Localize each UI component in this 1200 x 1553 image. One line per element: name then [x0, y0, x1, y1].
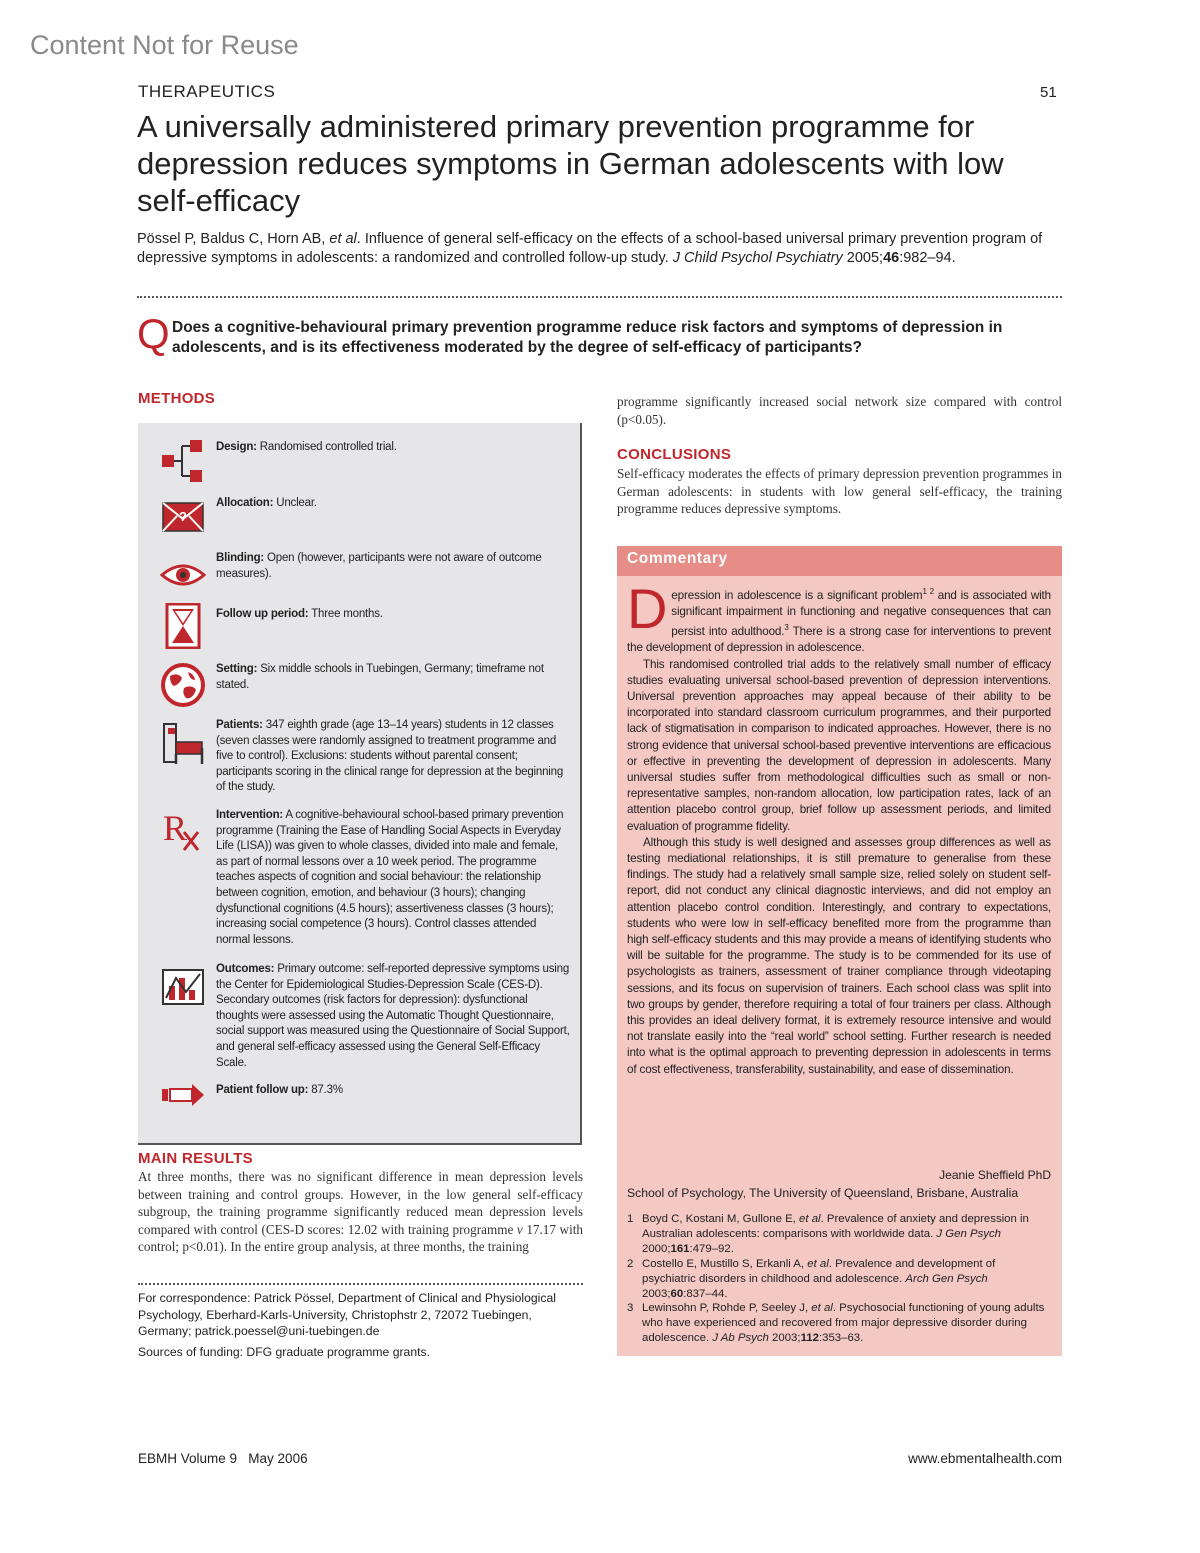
page-number: 51	[1040, 84, 1057, 101]
rx-icon	[160, 806, 206, 852]
commentary-paragraph-1: Depression in adolescence is a significant problem$^{1 2}$ and is associated with significant impairment in functioning and negative consequences that can persist into adulthood.$^3$ There is a strong case for interventions to prevent the development of depression in adolescence.	[627, 577, 1052, 655]
globe-icon	[160, 662, 206, 708]
citation-authors: Pössel P, Baldus C, Horn AB,	[137, 231, 326, 247]
citation-year: 2005;	[846, 249, 884, 266]
commentary-paragraph-2: This randomised controlled trial adds to the relatively small number of efficacy studies evaluating universal school-based prevention of depression interventions. Universal prevention approaches may appeal because of their ability to be incorporated into standard classroom curriculum programmes, and their purported lack of stigmatisation in comparison to indicated approaches. However, there is no strong evidence that universal school-based preventive interventions are efficacious or effective in preventing the development of depression in adolescents. Many universal studies suffer from methodological difficulties such as small or non-representative samples, non-random allocation, low participation rates, lack of an attention placebo control group, brief follow up assessment periods, and limited evaluation of programme fidelity.	[627, 657, 1051, 833]
citation-journal: J Child Psychol Psychiatry	[672, 249, 843, 266]
commentary-body	[627, 577, 1052, 1078]
main-results-heading: MAIN RESULTS	[138, 1150, 253, 1167]
methods-patients: Patients: 347 eighth grade (age 13–14 years) students in 12 classes (seven classes were randomly assigned to treatment programme and five to control). Exclusions: students without parental consent; participants scoring in the clinical range for depression at the beginning of the study.	[216, 719, 564, 794]
arrow-right-icon	[160, 1080, 206, 1110]
citation-volume: 46	[883, 249, 900, 266]
watermark: Content Not for Reuse	[30, 30, 299, 60]
hourglass-icon	[160, 603, 206, 649]
commentary-paragraph-3: Although this study is well designed and assesses group differences as well as testing mediational relationships, it is still premature to generalise from these findings. The study had a relatively small sample size, relied solely on student self-report, did not conduct any clinical diagnostic interviews, and did not employ an attention placebo control condition. Interestingly, and contrary to expectations, students who were low in self-efficacy benefited more from the programme than high self-efficacy students and this may provide a means of identifying students who will be suitable for the programme. The study is to be commended for its use of psychologists as trainers, assessment of trainer compliance through videotaping sessions, and its focus on supervision of trainers. Each school class was split into two groups by gender, therefore requiring a total of four trainers per class. Although this provides an ideal delivery format, it is extremely resource intensive and would not translate easily into the “real world” school setting. Further research is needed into what is the optimal approach to preventing depression in adolescents in terms of cost effectiveness, transferability, sustainability, and ease of dissemination.	[627, 835, 1051, 1076]
conclusions-text: Self-efficacy moderates the effects of primary depression prevention programmes in German adolescents: in students with low general self-efficacy, the training programme reduces depressive symptoms.	[617, 466, 1062, 517]
citation-pages: :982–94.	[899, 249, 956, 266]
allocation-envelope-icon	[160, 494, 206, 540]
svg-text:?: ?	[179, 509, 187, 524]
correspondence-divider	[138, 1283, 583, 1285]
methods-intervention: Intervention: A cognitive-behavioural school-based primary prevention programme (Training the Ease of Handling Social Aspects in Everyday Life (LISA)) was given to whole classes, divided into male and female, as part of normal lessons over a 10 week period. The programme teaches aspects of cognition and social behaviour: the relationship between cognition, emotion, and behaviour (3 hours); changing dysfunctional cognitions (4.5 hours); assertiveness classes (3 hours); increasing social competence (3 hours). Control classes attended normal lessons.	[216, 809, 564, 946]
methods-heading: METHODS	[138, 390, 216, 407]
question-letter: Q	[137, 310, 170, 357]
methods-design: Design: Randomised controlled trial.	[216, 441, 397, 453]
methods-blinding: Blinding: Open (however, participants were not aware of outcome measures).	[216, 552, 542, 580]
section-label: THERAPEUTICS	[138, 82, 276, 101]
citation-etal: et al	[329, 231, 357, 247]
commentary-author: Jeanie Sheffield PhD	[939, 1168, 1051, 1182]
svg-text:R: R	[163, 808, 188, 848]
main-results-text: At three months, there was no significant difference in mean depression levels between training and control groups. However, in the low general self-efficacy subgroup, the training programme significantly reduced mean depression levels compared with control (CES-D scores: 12.02 with training programme v 17.17 with control; p<0.01). In the entire group analysis, at three months, the training	[138, 1169, 583, 1255]
citation	[137, 230, 1062, 267]
methods-patient-follow-up: Patient follow up: 87.3%	[216, 1084, 343, 1096]
question-text: Does a cognitive-behavioural primary prevention programme reduce risk factors and symptoms of depression in adolescents, and is its effectiveness moderated by the degree of self-efficacy of participants?	[172, 319, 1003, 356]
design-flowchart-icon	[160, 438, 206, 484]
correspondence: For correspondence: Patrick Pössel, Department of Clinical and Physiological Psychology, Eberhard-Karls-University, Christophstr 2, 72072 Tuebingen, Germany; patrick.poessel@uni-tuebingen.de	[138, 1291, 556, 1339]
blinding-eye-icon	[160, 552, 206, 598]
commentary-heading: Commentary	[627, 550, 728, 567]
methods-setting: Setting: Six middle schools in Tuebingen, Germany; timeframe not stated.	[216, 663, 544, 691]
footer-url[interactable]: www.ebmentalhealth.com	[908, 1451, 1062, 1466]
dropcap: D	[627, 577, 668, 640]
patient-bed-icon	[160, 720, 206, 766]
conclusions-heading: CONCLUSIONS	[617, 446, 732, 463]
footer-volume: EBMH Volume 9 May 2006	[138, 1451, 308, 1466]
methods-allocation: Allocation: Unclear.	[216, 497, 317, 509]
commentary-affiliation: School of Psychology, The University of Queensland, Brisbane, Australia	[627, 1186, 1019, 1200]
outcomes-chart-icon	[160, 964, 206, 1010]
funding: Sources of funding: DFG graduate programme grants.	[138, 1345, 430, 1359]
methods-follow-up-period: Follow up period: Three months.	[216, 608, 383, 620]
citation-text: . Influence of general self-efficacy on the effects of a school-based universal primary prevention program of depressive symptoms in adolescents: a randomized and controlled follow-up study.	[137, 231, 1043, 266]
article-title: A universally administered primary prevention programme for depression reduces symptoms in German adolescents with low self-efficacy	[137, 109, 1004, 218]
methods-outcomes: Outcomes: Primary outcome: self-reported depressive symptoms using the Center for Epidemiological Studies-Depression Scale (CES-D). Secondary outcomes (risk factors for depression): dysfunctional thoughts were assessed using the Automatic Thought Questionnaire, social support was measured using the Questionnaire of Social Support, and general self-efficacy assessed using the General Self-Efficacy Scale.	[216, 963, 570, 1069]
divider	[137, 296, 1062, 298]
main-results-continued: programme significantly increased social network size compared with control (p<0.05).	[617, 394, 1062, 427]
